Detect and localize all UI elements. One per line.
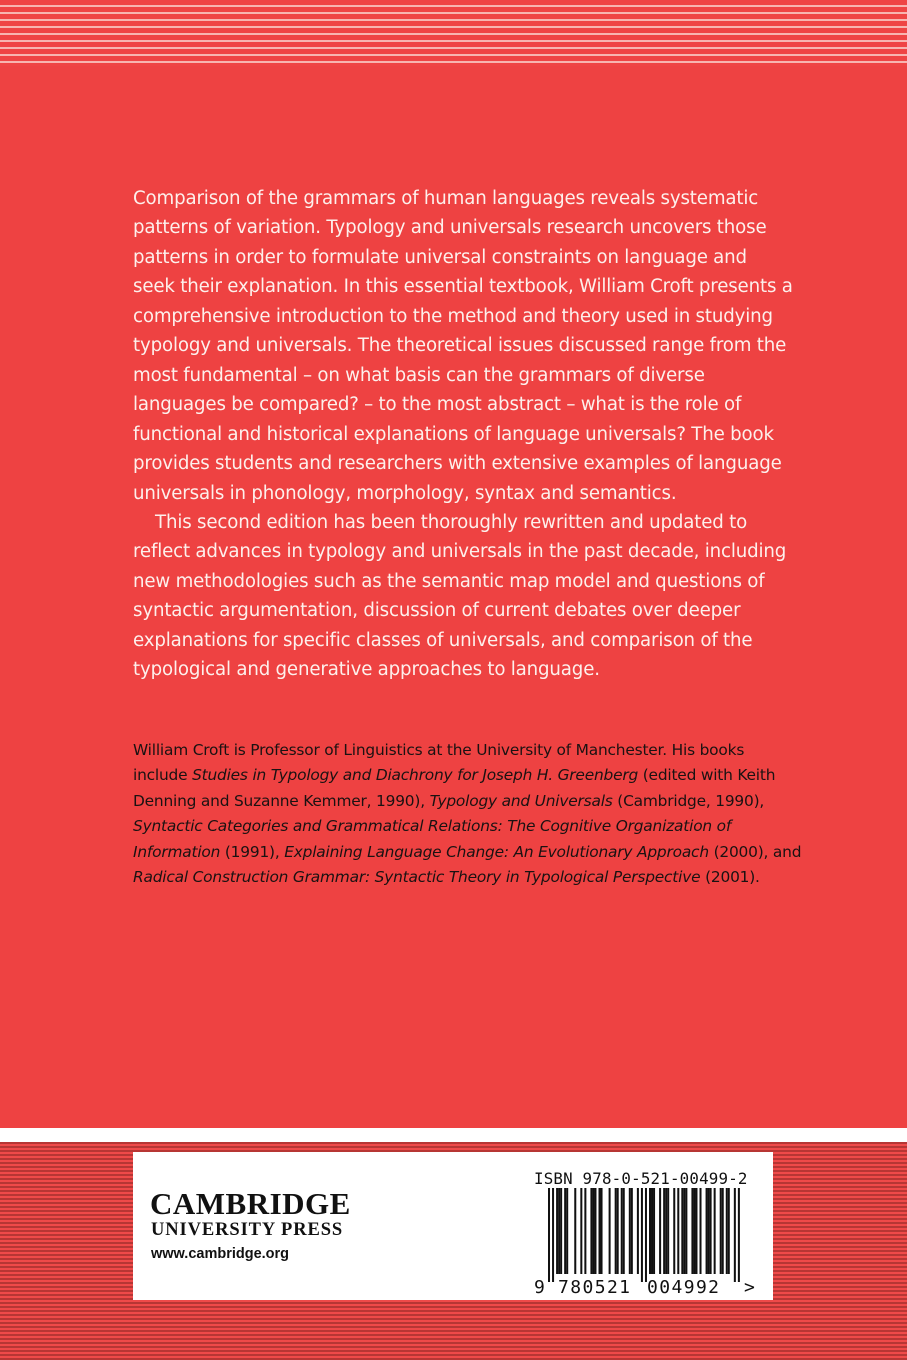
barcode-bar (574, 1188, 576, 1274)
isbn-barcode (534, 1188, 758, 1296)
barcode-bar (738, 1188, 740, 1282)
book-title: Typology and Universals (429, 791, 613, 810)
publisher-barcode-box (133, 1152, 773, 1300)
barcode-bar (594, 1188, 596, 1274)
barcode-bar (560, 1188, 562, 1274)
barcode-bar (617, 1188, 619, 1274)
barcode-bar (728, 1188, 730, 1274)
barcode-bar (580, 1188, 582, 1274)
white-divider-band (0, 1128, 907, 1142)
top-stripe-band (0, 0, 907, 66)
bio-text: (Cambridge, 1990), (612, 791, 765, 810)
publisher-logo-name: CAMBRIDGE (150, 1186, 351, 1221)
barcode-left-digits: 780521 (558, 1277, 632, 1296)
publisher-website: www.cambridge.org (151, 1246, 290, 1262)
barcode-bar (673, 1188, 675, 1274)
barcode-bar (693, 1188, 695, 1274)
description-paragraph-1: Comparison of the grammars of human languages reveals systematic patterns of variation. Typology and universals research uncovers those patterns in order to formulate universal constraints on language and seek their explanation. In this essential textbook, William Croft presents a comprehensive introduction to the method and theory used in studying typology and universals. The theoretical issues discussed range from the most fundamental – on what basis can the grammars of diverse languages be compared? – to the most abstract – what is the role of functional and historical explanations of language universals? The book provides students and researchers with extensive examples of language universals in phonology, morphology, syntax and semantics. (133, 188, 793, 504)
barcode-bar (681, 1188, 683, 1274)
barcode-bar (700, 1188, 702, 1274)
barcode-bar (659, 1188, 661, 1274)
barcode-bar (592, 1188, 594, 1274)
barcode-bar (631, 1188, 633, 1274)
isbn-label: ISBN 978-0-521-00499-2 (534, 1169, 748, 1188)
barcode-bar (665, 1188, 667, 1274)
barcode-bar (726, 1188, 728, 1274)
barcode-bar (706, 1188, 708, 1274)
barcode-bar (677, 1188, 679, 1274)
author-bio-paragraph (133, 738, 803, 890)
barcode-quiet-mark: > (744, 1277, 755, 1296)
barcode-bar (623, 1188, 625, 1274)
barcode-bar (556, 1188, 558, 1274)
barcode-bar (653, 1188, 655, 1274)
barcode-bar (609, 1188, 611, 1274)
barcode-bar (710, 1188, 712, 1274)
barcode-bar (649, 1188, 651, 1274)
barcode-bar (708, 1188, 710, 1274)
barcode-bars (548, 1188, 740, 1282)
barcode-bar (641, 1188, 643, 1282)
barcode-bar (629, 1188, 631, 1274)
barcode-bar (637, 1188, 639, 1274)
barcode-bar (734, 1188, 736, 1282)
bio-text: (2000), and (708, 842, 802, 861)
barcode-right-digits: 004992 (647, 1277, 721, 1296)
barcode-bar (601, 1188, 603, 1274)
barcode-bar (695, 1188, 697, 1274)
barcode-bar (722, 1188, 724, 1274)
barcode-bar (691, 1188, 693, 1274)
book-description (133, 184, 793, 685)
barcode-bar (683, 1188, 685, 1274)
book-title: Studies in Typology and Diachrony for Joseph H. Greenberg (192, 766, 639, 785)
book-title: Syntactic Categories and Grammatical Relations: The Cognitive Organization of Information (133, 817, 732, 861)
barcode-bar (667, 1188, 669, 1274)
barcode-bar (590, 1188, 592, 1274)
bio-text: (1991), (220, 842, 285, 861)
barcode-bar (548, 1188, 550, 1282)
bio-text: (edited with Keith Denning and Suzanne Kemmer, 1990), (133, 766, 776, 810)
barcode-bar (599, 1188, 601, 1274)
barcode-bar (566, 1188, 568, 1274)
book-title: Explaining Language Change: An Evolutionary Approach (284, 842, 709, 861)
barcode-first-digit: 9 (534, 1277, 545, 1296)
barcode-bar (685, 1188, 687, 1274)
bio-text: (2001). (700, 868, 760, 887)
barcode-bar (558, 1188, 560, 1274)
author-bio (133, 738, 803, 890)
barcode-bar (564, 1188, 566, 1274)
barcode-bar (720, 1188, 722, 1274)
barcode-bar (663, 1188, 665, 1274)
publisher-logo-subname: UNIVERSITY PRESS (151, 1220, 344, 1240)
barcode-bar (584, 1188, 586, 1274)
bio-text: William Croft is Professor of Linguistics at the University of Manchester. His books include (133, 741, 745, 785)
book-title: Radical Construction Grammar: Syntactic Theory in Typological Perspective (133, 868, 701, 887)
barcode-bar (645, 1188, 647, 1282)
barcode-bar (552, 1188, 554, 1282)
description-paragraph-2: This second edition has been thoroughly rewritten and updated to reflect advances in typology and universals in the past decade, including new methodologies such as the semantic map model and questions of syntactic argumentation, discussion of current debates over deeper explanations for specific classes of universals, and comparison of the typological and generative approaches to language. (133, 511, 787, 681)
barcode-bar (621, 1188, 623, 1274)
barcode-bar (651, 1188, 653, 1274)
barcode-bar (714, 1188, 716, 1274)
barcode-bar (615, 1188, 617, 1274)
